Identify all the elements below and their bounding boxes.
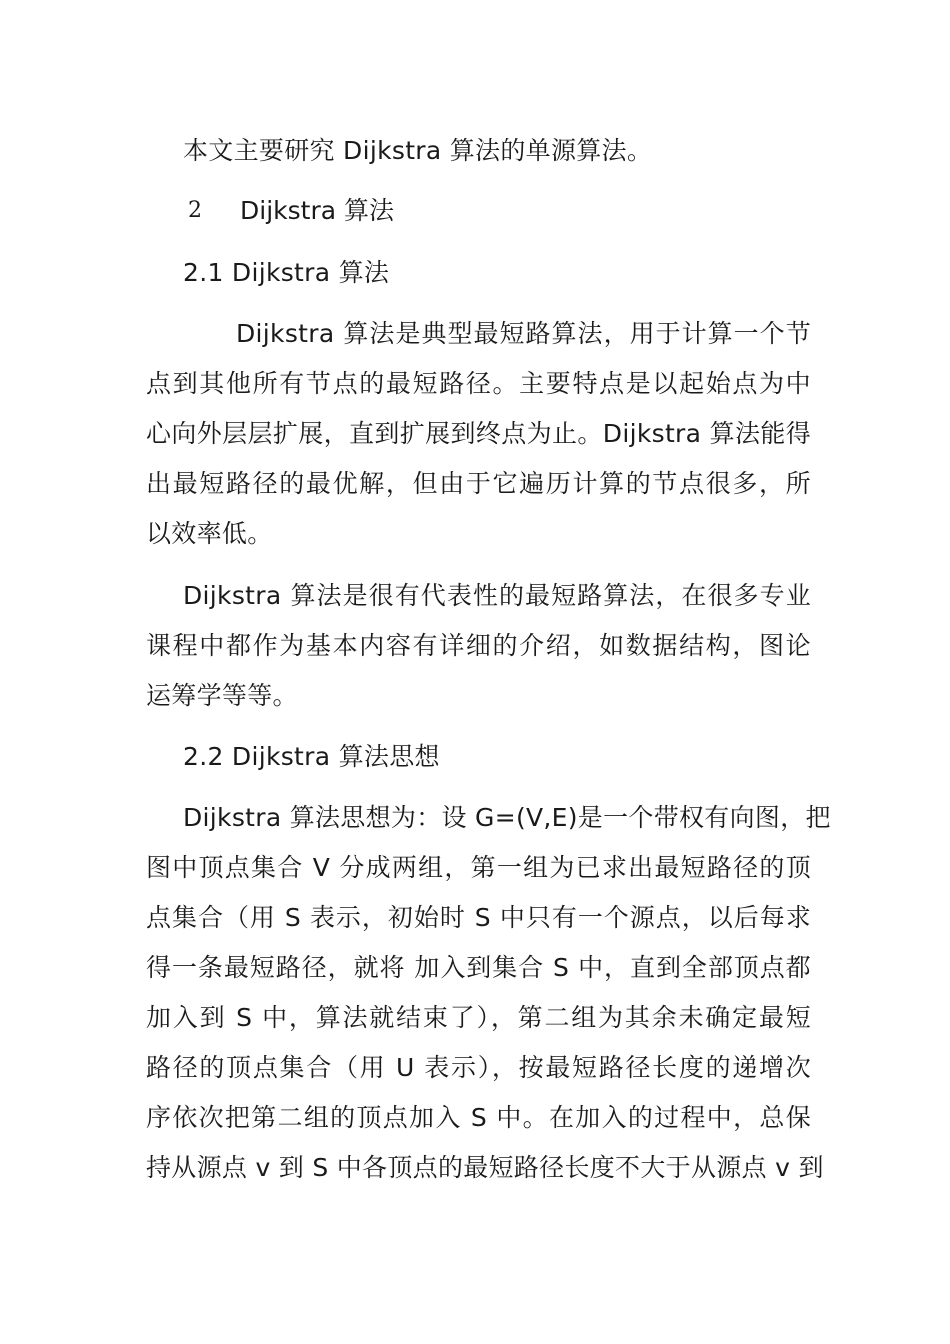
paragraph-line: 序依次把第二组的顶点加入 S 中。在加入的过程中，总保 bbox=[146, 1103, 811, 1132]
paragraph-line: 点到其他所有节点的最短路径。主要特点是以起始点为中 bbox=[146, 369, 811, 398]
paragraph-line: 持从源点 v 到 S 中各顶点的最短路径长度不大于从源点 v 到 bbox=[146, 1153, 824, 1182]
paragraph-line: Dijkstra 算法思想为：设 G=(V,E)是一个带权有向图，把 bbox=[183, 803, 831, 832]
paragraph-line: 课程中都作为基本内容有详细的介绍，如数据结构，图论 bbox=[146, 631, 811, 660]
intro-line: 本文主要研究 Dijkstra 算法的单源算法。 bbox=[183, 136, 653, 165]
section-2-1-heading: 2.1 Dijkstra 算法 bbox=[183, 258, 390, 287]
paragraph-line: 点集合（用 S 表示，初始时 S 中只有一个源点，以后每求 bbox=[146, 903, 811, 932]
paragraph-line: 图中顶点集合 V 分成两组，第一组为已求出最短路径的顶 bbox=[146, 853, 811, 882]
paragraph-line: 路径的顶点集合（用 U 表示），按最短路径长度的递增次 bbox=[146, 1053, 811, 1082]
section-2-number: 2 bbox=[188, 198, 202, 223]
paragraph-line: 出最短路径的最优解，但由于它遍历计算的节点很多，所 bbox=[146, 469, 811, 498]
section-2-title: Dijkstra 算法 bbox=[240, 196, 394, 225]
paragraph-line: Dijkstra 算法是很有代表性的最短路算法，在很多专业 bbox=[183, 581, 811, 610]
paragraph-line: 运筹学等等。 bbox=[146, 681, 298, 710]
paragraph-line: 以效率低。 bbox=[146, 519, 273, 548]
paragraph-line: 加入到 S 中，算法就结束了），第二组为其余未确定最短 bbox=[146, 1003, 811, 1032]
paragraph-line: Dijkstra 算法是典型最短路算法，用于计算一个节 bbox=[236, 319, 811, 348]
section-2-2-heading: 2.2 Dijkstra 算法思想 bbox=[183, 742, 440, 771]
paragraph-line: 得一条最短路径，就将 加入到集合 S 中，直到全部顶点都 bbox=[146, 953, 811, 982]
paragraph-line: 心向外层层扩展，直到扩展到终点为止。Dijkstra 算法能得 bbox=[146, 419, 811, 448]
